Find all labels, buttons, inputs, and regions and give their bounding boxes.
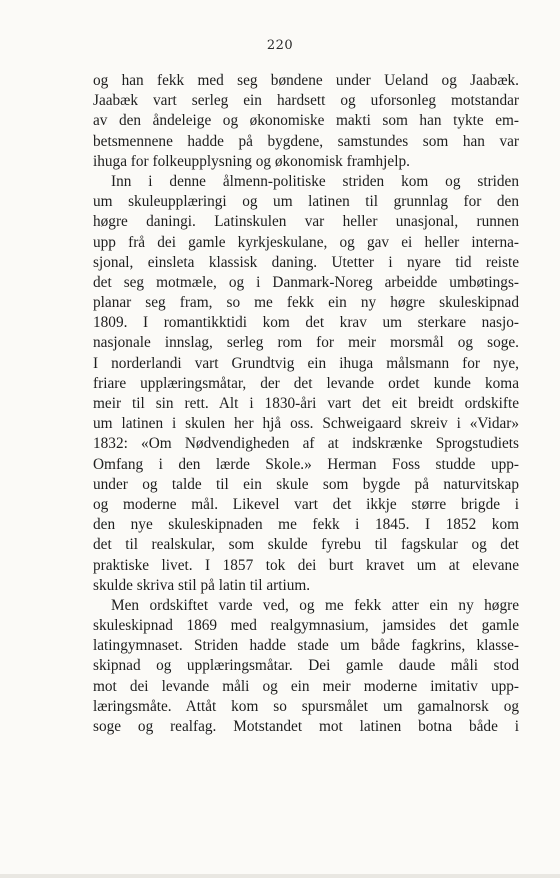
text-line: soge og realfag. Motstandet mot latinen botna både i [93,718,519,735]
page-bottom-edge [0,874,560,878]
text-line: og han fekk med seg bøndene under Ueland og Jaabæk. [93,72,519,89]
text-line: ihuga for folkeupplysning og økonomisk framhjelp. [93,152,410,170]
text-line: 1832: «Om Nødvendigheden af at indskrænke Sprogstudiets [93,435,519,453]
text-line: um latinen i skulen her hjå oss. Schweigaard skreiv i «Vidar» [93,415,519,433]
text-line: Jaabæk vart serleg ein hardsett og uforsonleg motstandar [93,92,519,110]
text-line: høgre daningi. Latinskulen var heller unasjonal, runnen [93,213,519,231]
text-line: Men ordskiftet varde ved, og me fekk atter ein ny høgre [111,596,519,614]
text-line: Omfang i den lærde Skole.» Herman Foss studde upp- [93,455,519,473]
text-line: det seg motmæle, og i Danmark-Noreg arbeidde umbøtings- [93,273,519,291]
text-line: under og talde til ein skule som bygde på naturvitskap [93,475,519,493]
text-line: upp frå dei gamle kyrkjeskulane, og gav ei heller interna- [93,233,519,251]
text-line: 1809. I romantikktidi kom det krav um sterkare nasjo- [93,314,519,332]
text-line: skulde skriva stil på latin til artium. [93,576,311,594]
text-line: og moderne mål. Likevel vart det ikkje større brigde i [93,495,519,513]
text-line: meir til sin rett. Alt i 1830-åri vart det eit breidt ordskifte [93,395,519,412]
text-line: den nye skuleskipnaden me fekk i 1845. I 1852 kom [93,516,519,534]
text-line: læringsmåte. Attåt kom so spursmålet um gamalnorsk og [93,697,519,715]
page-number: 220 [266,38,294,53]
text-line: skuleskipnad 1869 med realgymnasium, jamsides det gamle [93,617,519,635]
text-line: mot dei levande måli og ein meir moderne imitativ upp- [93,677,519,695]
text-line: um skuleupplæringi og um latinen til grunnlag for den [93,193,519,211]
text-line: planar seg fram, so me fekk ein ny høgre skuleskipnad [93,294,519,312]
text-line: skipnad og upplæringsmåtar. Dei gamle daude måli stod [93,657,519,675]
text-line: sjonal, einsleta klassisk daning. Utetter i nyare tid reiste [93,253,519,271]
text-line: Inn i denne ålmenn-politiske striden kom og striden [111,172,519,190]
text-line: praktiske livet. I 1857 tok dei burt kravet um at elevane [93,556,519,574]
text-line: I norderlandi vart Grundtvig ein ihuga målsmann for nye, [93,354,519,372]
text-line: nasjonale innslag, serleg rom for meir morsmål og soge. [93,334,519,352]
text-line: friare upplæringsmåtar, der det levande ordet kunde koma [93,374,519,392]
text-line: det til realskular, som skulde fyrebu til fagskular og det [93,536,519,554]
text-line: betsmennene hadde på bygdene, samstundes som han var [93,132,519,150]
text-line: av den åndeleige og økonomiske makti som han tykte em- [93,112,519,130]
body-text [93,71,519,737]
text-line: latingymnaset. Striden hadde stade um både fagkrins, klasse- [93,637,519,655]
